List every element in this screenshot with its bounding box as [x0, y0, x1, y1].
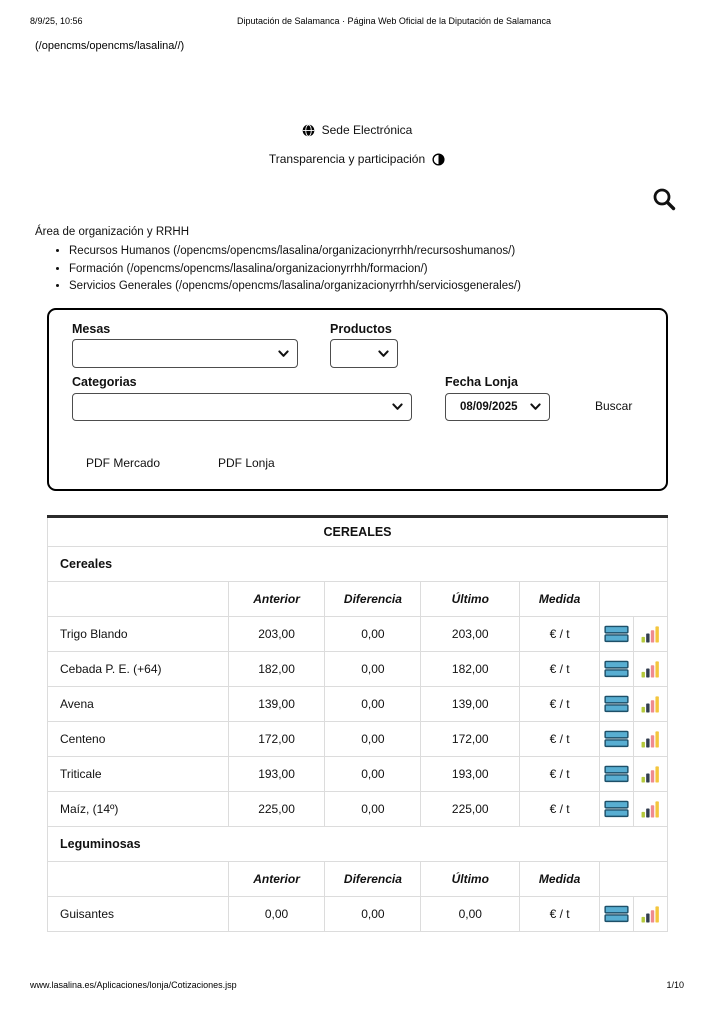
- globe-icon: [302, 124, 315, 137]
- table-icon: [604, 730, 629, 748]
- table-icon: [604, 800, 629, 818]
- chart-button[interactable]: [634, 617, 668, 652]
- anterior-value: 0,00: [228, 897, 325, 932]
- table-view-button[interactable]: [600, 652, 634, 687]
- ultimo-value: 0,00: [421, 897, 520, 932]
- buscar-button[interactable]: Buscar: [595, 399, 633, 413]
- bar-chart-icon: [641, 905, 661, 923]
- lonja-filter-card: [47, 308, 668, 491]
- anterior-value: 225,00: [228, 792, 325, 827]
- chevron-down-icon: [378, 350, 389, 358]
- anterior-value: 193,00: [228, 757, 325, 792]
- column-header-diferencia: Diferencia: [325, 862, 421, 897]
- product-name: Maíz, (14º): [48, 792, 229, 827]
- bar-chart-icon: [641, 695, 661, 713]
- mesas-label: Mesas: [72, 322, 111, 336]
- chart-button[interactable]: [634, 722, 668, 757]
- column-header-medida: Medida: [520, 862, 600, 897]
- column-header-diferencia: Diferencia: [325, 582, 421, 617]
- chart-button[interactable]: [634, 792, 668, 827]
- table-view-button[interactable]: [600, 897, 634, 932]
- ultimo-value: 172,00: [421, 722, 520, 757]
- column-header-ultimo: Último: [421, 582, 520, 617]
- product-name: Avena: [48, 687, 229, 722]
- table-view-button[interactable]: [600, 617, 634, 652]
- table-icon: [604, 695, 629, 713]
- medida-value: € / t: [520, 617, 600, 652]
- diferencia-value: 0,00: [325, 722, 421, 757]
- area-nav-link-recursos-humanos[interactable]: • Recursos Humanos (/opencms/opencms/lasalina/organizacionyrrhh/recursoshumanos/): [69, 245, 521, 257]
- diferencia-value: 0,00: [325, 652, 421, 687]
- pdf-mercado-button[interactable]: PDF Mercado: [86, 456, 161, 470]
- product-row: [48, 687, 668, 722]
- table-view-button[interactable]: [600, 722, 634, 757]
- diferencia-value: 0,00: [325, 792, 421, 827]
- table-icon: [604, 765, 629, 783]
- column-header-product: [48, 582, 229, 617]
- table-title: CEREALES: [48, 517, 668, 547]
- ultimo-value: 193,00: [421, 757, 520, 792]
- anterior-value: 172,00: [228, 722, 325, 757]
- diferencia-value: 0,00: [325, 617, 421, 652]
- ultimo-value: 225,00: [421, 792, 520, 827]
- sede-electronica-link[interactable]: Sede Electrónica: [321, 123, 413, 137]
- product-row: [48, 722, 668, 757]
- table-view-button[interactable]: [600, 792, 634, 827]
- chart-button[interactable]: [634, 687, 668, 722]
- fecha-lonja-value: 08/09/2025: [460, 401, 518, 413]
- sede-electronica-row: [0, 123, 714, 137]
- diferencia-value: 0,00: [325, 687, 421, 722]
- table-title-row: [48, 517, 668, 547]
- medida-value: € / t: [520, 687, 600, 722]
- print-footer-url: www.lasalina.es/Aplicaciones/lonja/Cotizaciones.jsp: [30, 980, 237, 990]
- medida-value: € / t: [520, 792, 600, 827]
- product-row: [48, 792, 668, 827]
- column-header-product: [48, 862, 229, 897]
- bar-chart-icon: [641, 660, 661, 678]
- product-row: [48, 617, 668, 652]
- column-header-row: [48, 862, 668, 897]
- section-row: [48, 827, 668, 862]
- pdf-lonja-button[interactable]: PDF Lonja: [218, 456, 275, 470]
- product-name: Cebada P. E. (+64): [48, 652, 229, 687]
- categorias-label: Categorias: [72, 375, 137, 389]
- fecha-lonja-label: Fecha Lonja: [445, 375, 518, 389]
- area-nav-title: Área de organización y RRHH: [35, 226, 190, 238]
- bar-chart-icon: [641, 765, 661, 783]
- bar-chart-icon: [641, 625, 661, 643]
- table-icon: [604, 625, 629, 643]
- search-icon[interactable]: [651, 186, 677, 212]
- column-header-anterior: Anterior: [228, 862, 325, 897]
- chart-button[interactable]: [634, 897, 668, 932]
- section-title: Leguminosas: [48, 827, 668, 862]
- anterior-value: 139,00: [228, 687, 325, 722]
- fecha-lonja-select[interactable]: [445, 393, 550, 421]
- chart-button[interactable]: [634, 757, 668, 792]
- column-header-actions: [600, 582, 668, 617]
- cereales-table: [47, 515, 668, 932]
- medida-value: € / t: [520, 757, 600, 792]
- home-breadcrumb-link[interactable]: (/opencms/opencms/lasalina//): [35, 40, 185, 52]
- medida-value: € / t: [520, 897, 600, 932]
- product-row: [48, 897, 668, 932]
- anterior-value: 203,00: [228, 617, 325, 652]
- section-title: Cereales: [48, 547, 668, 582]
- ultimo-value: 203,00: [421, 617, 520, 652]
- anterior-value: 182,00: [228, 652, 325, 687]
- table-icon: [604, 660, 629, 678]
- contrast-icon: [432, 153, 445, 166]
- column-header-actions: [600, 862, 668, 897]
- print-header-title: Diputación de Salamanca · Página Web Oficial de la Diputación de Salamanca: [237, 16, 552, 26]
- diferencia-value: 0,00: [325, 897, 421, 932]
- mesas-select[interactable]: [72, 339, 298, 368]
- column-header-ultimo: Último: [421, 862, 520, 897]
- chart-button[interactable]: [634, 652, 668, 687]
- area-nav-link-servicios-generales[interactable]: • Servicios Generales (/opencms/opencms/lasalina/organizacionyrrhh/serviciosgenerales/): [69, 280, 521, 292]
- diferencia-value: 0,00: [325, 757, 421, 792]
- table-view-button[interactable]: [600, 757, 634, 792]
- medida-value: € / t: [520, 722, 600, 757]
- product-row: [48, 757, 668, 792]
- section-row: [48, 547, 668, 582]
- chevron-down-icon: [278, 350, 289, 358]
- ultimo-value: 182,00: [421, 652, 520, 687]
- product-name: Centeno: [48, 722, 229, 757]
- ultimo-value: 139,00: [421, 687, 520, 722]
- product-name: Guisantes: [48, 897, 229, 932]
- chevron-down-icon: [392, 403, 403, 411]
- productos-select[interactable]: [330, 339, 398, 368]
- column-header-medida: Medida: [520, 582, 600, 617]
- column-header-row: [48, 582, 668, 617]
- table-icon: [604, 905, 629, 923]
- print-footer-page-number: 1/10: [666, 980, 684, 990]
- print-header-date: 8/9/25, 10:56: [30, 16, 83, 26]
- bar-chart-icon: [641, 800, 661, 818]
- column-header-anterior: Anterior: [228, 582, 325, 617]
- bar-chart-icon: [641, 730, 661, 748]
- categorias-select[interactable]: [72, 393, 412, 421]
- chevron-down-icon: [530, 403, 541, 411]
- table-view-button[interactable]: [600, 687, 634, 722]
- area-nav-list: [52, 245, 521, 298]
- transparencia-row: [0, 152, 714, 166]
- product-name: Trigo Blando: [48, 617, 229, 652]
- transparencia-link[interactable]: Transparencia y participación: [268, 152, 426, 166]
- product-name: Triticale: [48, 757, 229, 792]
- area-nav-link-formacion[interactable]: • Formación (/opencms/opencms/lasalina/organizacionyrrhh/formacion/): [69, 263, 521, 275]
- product-row: [48, 652, 668, 687]
- medida-value: € / t: [520, 652, 600, 687]
- productos-label: Productos: [330, 322, 392, 336]
